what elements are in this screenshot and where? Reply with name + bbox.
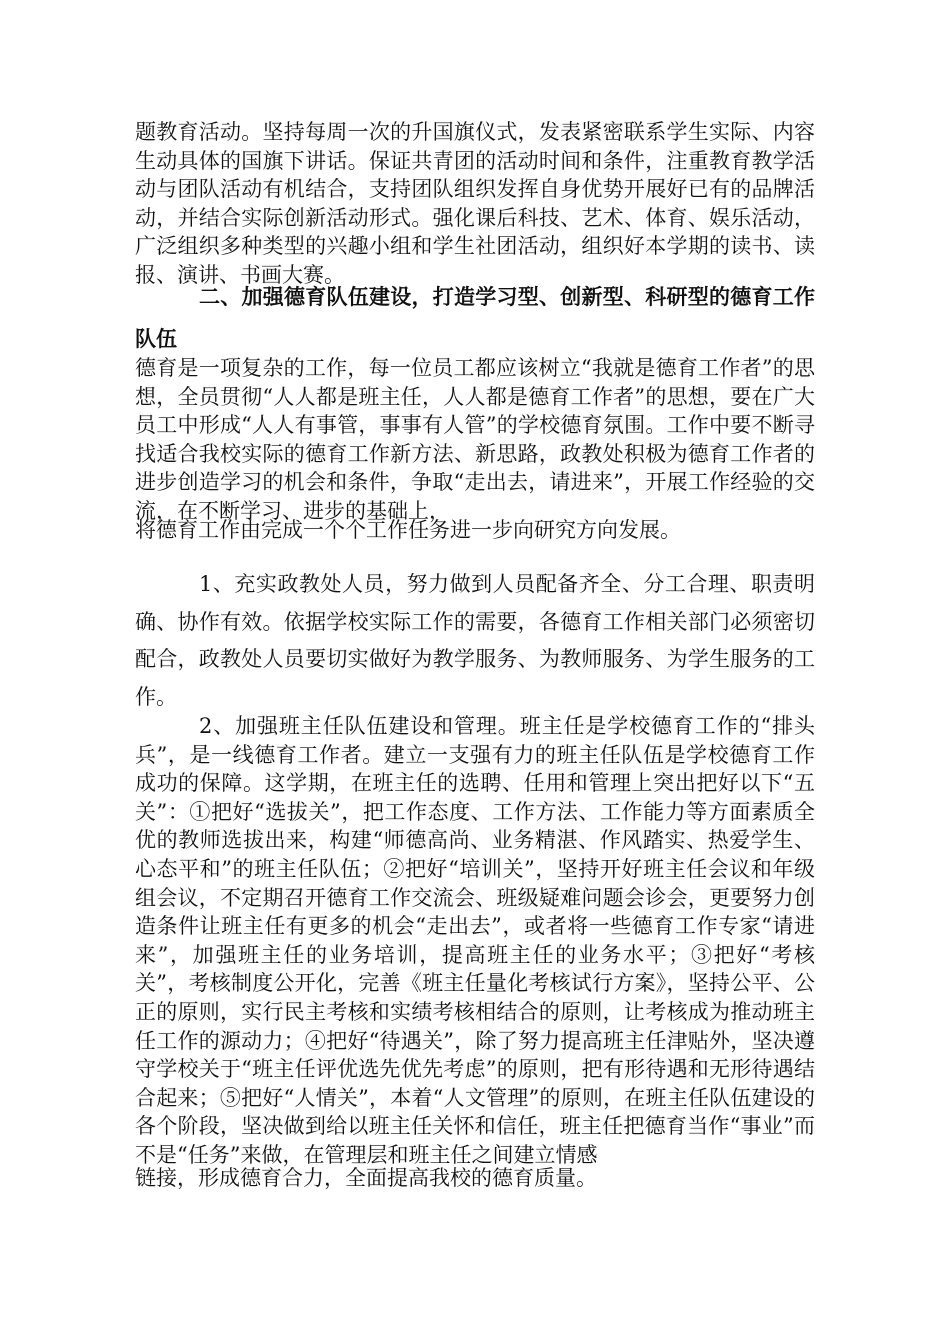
section-heading-two: 二、加强德育队伍建设，打造学习型、创新型、科研型的德育工作队伍 [135, 284, 815, 351]
paragraph-moral-education-team-tail: 将德育工作由完成一个个工作任务进一步向研究方向发展。 [135, 518, 681, 542]
paragraph-item-two: 2、加强班主任队伍建设和管理。班主任是学校德育工作的“排头兵”，是一线德育工作者。建立一支强有力的班主任队伍是学校德育工作成功的保障。这学期，在班主任的选聘、任用和管理上突出把好以下“五关”：①把好“选拔关”，把工作态度、工作方法、工作能力等方面素质全优的教师选拔出来，构建“师德高尚、业务精湛、作风踏实、热爱学生、心态平和”的班主任队伍；②把好“培训关”，坚持开好班主任会议和年级组会议，不定期召开德育工作交流会、班级疑难问题会诊会，更要努力创造条件让班主任有更多的机会“走出去”，或者将一些德育工作专家“请进来”，加强班主任的业务培训，提高班主任的业务水平；③把好“考核关”，考核制度公开化，完善《班主任量化考核试行方案》，坚持公平、公正的原则，实行民主考核和实绩考核相结合的原则，让考核成为推动班主任工作的源动力；④把好“待遇关”，除了努力提高班主任津贴外，坚决遵守学校关于“班主任评优选先优先考虑”的原则，把有形待遇和无形待遇结合起来；⑤把好“人情关”，本着“人文管理”的原则，在班主任队伍建设的各个阶段，坚决做到给以班主任关怀和信任，班主任把德育当作“事业”而不是“任务”来做，在管理层和班主任之间建立情感 [135, 714, 815, 1167]
paragraph-moral-education-team: 德育是一项复杂的工作，每一位员工都应该树立“我就是德育工作者”的思想，全员贯彻“人人都是班主任，人人都是德育工作者”的思想，要在广大员工中形成“人人有事管，事事有人管”的学校德育氛围。工作中要不断寻找适合我校实际的德育工作新方法、新思路，政教处积极为德育工作者的进步创造学习的机会和条件，争取“走出去，请进来”，开展工作经验的交流，在不断学习、进步的基础上， [135, 356, 815, 523]
paragraph-item-two-tail: 链接，形成德育合力，全面提高我校的德育质量。 [135, 1166, 597, 1190]
paragraph-activities: 题教育活动。坚持每周一次的升国旗仪式，发表紧密联系学生实际、内容生动具体的国旗下讲话。保证共青团的活动时间和条件，注重教育教学活动与团队活动有机结合，支持团队组织发挥自身优势开展好已有的品牌活动，并结合实际创新活动形式。强化课后科技、艺术、体育、娱乐活动，广泛组织多种类型的兴趣小组和学生社团活动，组织好本学期的读书、读报、演讲、书画大赛。 [135, 120, 815, 287]
paragraph-item-one: 1、充实政教处人员，努力做到人员配备齐全、分工合理、职责明确、协作有效。依据学校实际工作的需要，各德育工作相关部门必须密切配合，政教处人员要切实做好为教学服务、为教师服务、为学生服务的工作。 [135, 572, 815, 709]
